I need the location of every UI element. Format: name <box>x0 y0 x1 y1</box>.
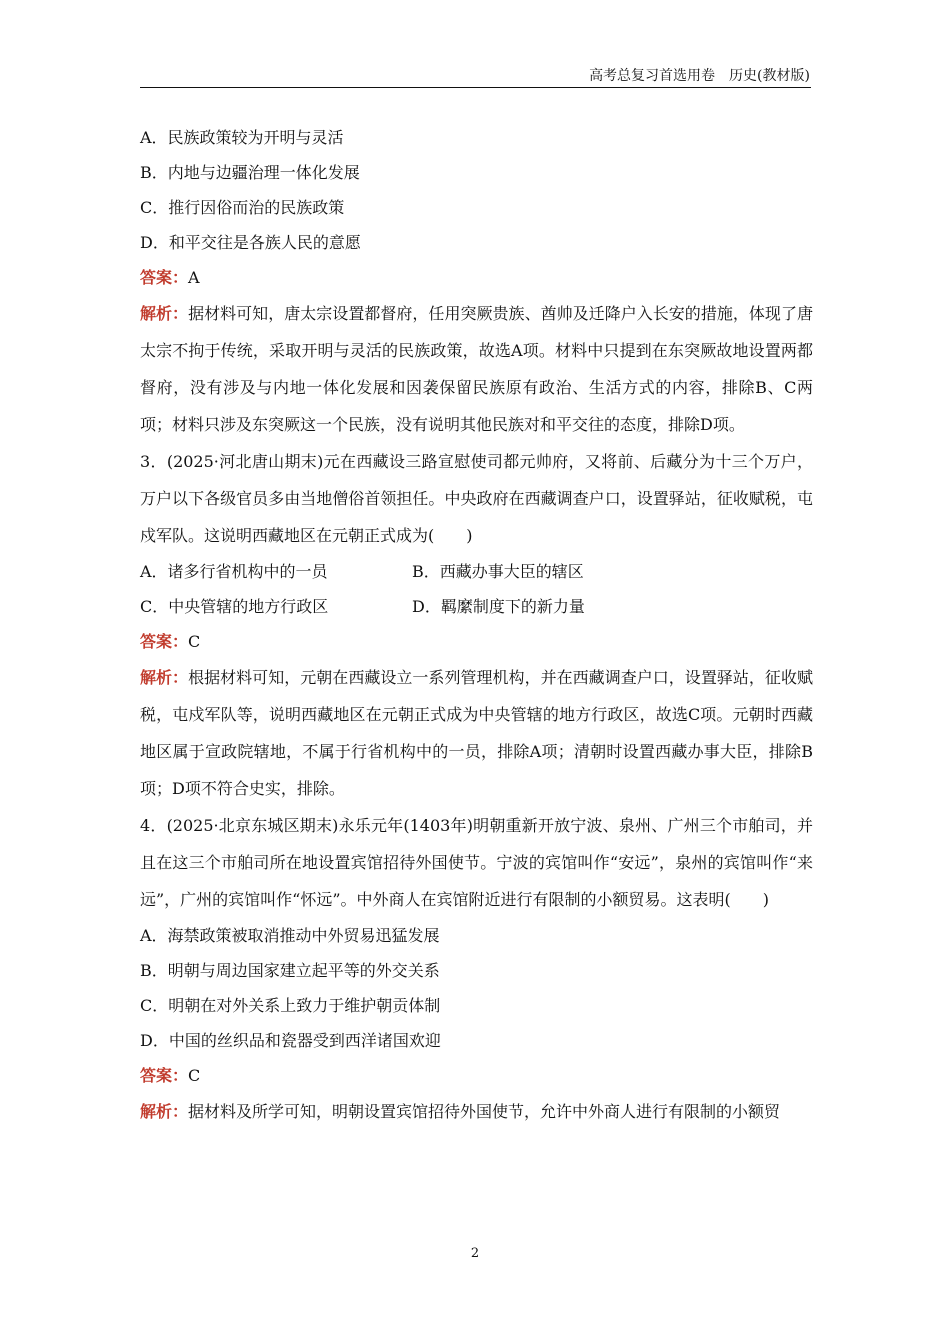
analysis-label: 解析： <box>140 1102 189 1121</box>
q4-analysis <box>140 1093 813 1130</box>
q4-option-d: D．中国的丝织品和瓷器受到西洋诸国欢迎 <box>140 1031 441 1050</box>
q2-option-c: C．推行因俗而治的民族政策 <box>140 198 345 217</box>
q2-option-a: A．民族政策较为开明与灵活 <box>140 128 344 147</box>
q3-answer <box>140 624 813 659</box>
q2-option-d: D．和平交往是各族人民的意愿 <box>140 233 361 252</box>
q2-answer <box>140 260 813 295</box>
answer-value: C <box>188 632 201 651</box>
analysis-label: 解析： <box>140 668 189 687</box>
q2-analysis <box>140 295 813 443</box>
answer-value: A <box>188 268 200 287</box>
q4-stem: 4．(2025·北京东城区期末)永乐元年(1403年)明朝重新开放宁波、泉州、广州三个市舶司，并且在这三个市舶司所在地设置宾馆招待外国使节。宁波的宾馆叫作“安远”，泉州的宾馆叫作“来远”，广州的宾馆叫作“怀远”。中外商人在宾馆附近进行有限制的小额贸易。这表明( ) <box>140 816 813 909</box>
analysis-text: 据材料及所学可知，明朝设置宾馆招待外国使节，允许中外商人进行有限制的小额贸 <box>188 1102 781 1121</box>
q3-options-row-1 <box>140 554 813 589</box>
page-content <box>140 120 813 1130</box>
q4-answer <box>140 1058 813 1093</box>
header-rule <box>140 87 811 88</box>
q4-option-b: B．明朝与周边国家建立起平等的外交关系 <box>140 961 440 980</box>
q3-analysis <box>140 659 813 807</box>
running-header: 高考总复习首选用卷 历史(教材版) <box>589 68 810 84</box>
analysis-text: 根据材料可知，元朝在西藏设立一系列管理机构，并在西藏调查户口，设置驿站，征收赋税，屯戍军队等，说明西藏地区在元朝正式成为中央管辖的地方行政区，故选C项。元朝时西藏地区属于宣政院辖地，不属于行省机构中的一员，排除A项；清朝时设置西藏办事大臣，排除B项；D项不符合史实，排除。 <box>140 668 813 798</box>
q4-option-a: A．海禁政策被取消推动中外贸易迅猛发展 <box>140 926 440 945</box>
answer-value: C <box>188 1066 201 1085</box>
analysis-label: 解析： <box>140 304 189 323</box>
q3-option-c: C．中央管辖的地方行政区 <box>140 597 329 616</box>
page-number: 2 <box>470 1246 480 1261</box>
q3-option-d: D．羁縻制度下的新力量 <box>412 597 585 616</box>
q3-option-b: B．西藏办事大臣的辖区 <box>412 562 584 581</box>
q3-option-a: A．诸多行省机构中的一员 <box>140 562 328 581</box>
answer-label: 答案： <box>140 1066 189 1085</box>
answer-label: 答案： <box>140 632 189 651</box>
q3-options-row-2 <box>140 589 813 624</box>
analysis-text: 据材料可知，唐太宗设置都督府，任用突厥贵族、酋帅及迁降户入长安的措施，体现了唐太宗不拘于传统，采取开明与灵活的民族政策，故选A项。材料中只提到在东突厥故地设置两都督府，没有涉及与内地一体化发展和因袭保留民族原有政治、生活方式的内容，排除B、C两项；材料只涉及东突厥这一个民族，没有说明其他民族对和平交往的态度，排除D项。 <box>140 304 813 434</box>
q2-option-b: B．内地与边疆治理一体化发展 <box>140 163 360 182</box>
q3-stem: 3．(2025·河北唐山期末)元在西藏设三路宣慰使司都元帅府，又将前、后藏分为十三个万户，万户以下各级官员多由当地僧俗首领担任。中央政府在西藏调查户口，设置驿站，征收赋税，屯戍军队。这说明西藏地区在元朝正式成为( ) <box>140 452 813 545</box>
q4-option-c: C．明朝在对外关系上致力于维护朝贡体制 <box>140 996 441 1015</box>
answer-label: 答案： <box>140 268 189 287</box>
